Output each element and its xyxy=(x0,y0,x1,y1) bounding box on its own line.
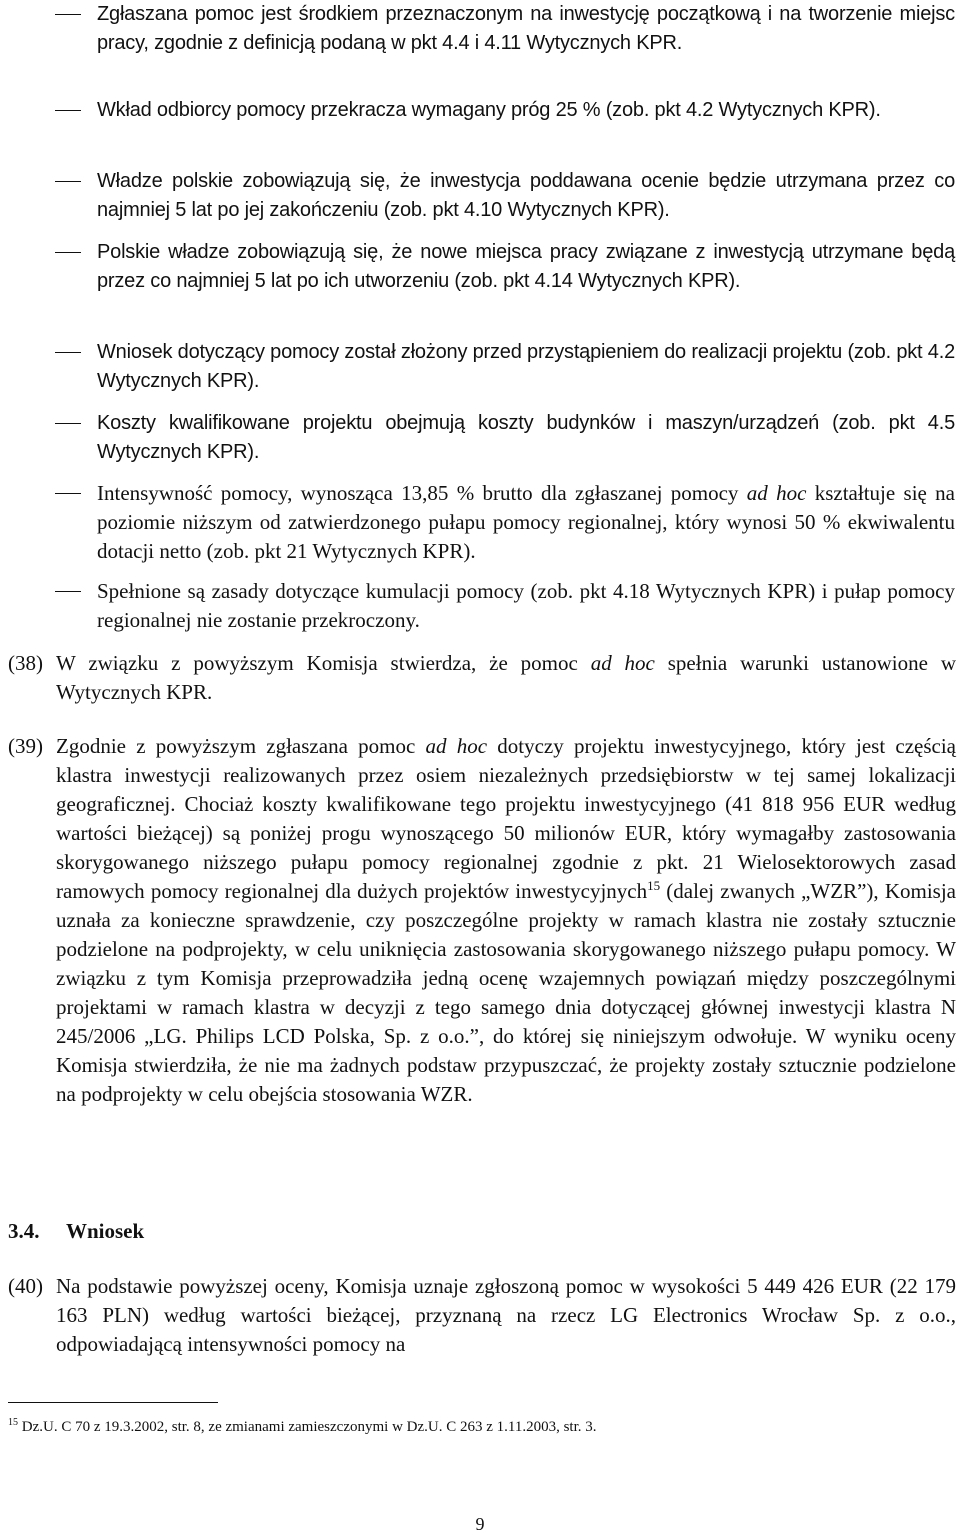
bullet-item-1 xyxy=(97,0,955,58)
bullet-item-5 xyxy=(97,338,955,396)
bullet-text: Polskie władze zobowiązują się, że nowe miejsca pracy związane z inwestycją utrzymane będą przez co najmniej 5 lat po ich utworzeniu (zob. pkt 4.14 Wytycznych KPR). xyxy=(97,241,955,292)
footnote-text: Dz.U. C 70 z 19.3.2002, str. 8, ze zmianami zamieszczonymi w Dz.U. C 263 z 1.11.2003, str. 3. xyxy=(21,1419,597,1435)
paragraph-40 xyxy=(8,1272,956,1359)
bullet-text: Władze polskie zobowiązują się, że inwestycja poddawana ocenie będzie utrzymana przez co najmniej 5 lat po jej zakończeniu (zob. pkt 4.10 Wytycznych KPR). xyxy=(97,170,955,221)
paragraph-number: (39) xyxy=(8,734,43,758)
footnote xyxy=(8,1417,597,1437)
section-title: Wniosek xyxy=(66,1219,145,1243)
bullet-item-3 xyxy=(97,167,955,225)
bullet-text: Spełnione są zasady dotyczące kumulacji pomocy (zob. pkt 4.18 Wytycznych KPR) i pułap pomocy regionalnej nie zostanie przekroczony. xyxy=(97,579,955,632)
footnote-number: 15 xyxy=(8,1417,18,1428)
bullet-item-2 xyxy=(97,96,955,125)
bullet-item-6 xyxy=(97,409,955,467)
section-number: 3.4. xyxy=(8,1219,40,1243)
paragraph-body: Zgodnie z powyższym zgłaszana pomoc ad hoc dotyczy projektu inwestycyjnego, który jest częścią klastra inwestycji realizowanych przez osiem niezależnych przedsiębiorstw w tej samej lokalizacji geograficznej. Chociaż koszty kwalifikowane tego projektu inwestycyjnego (41 818 956 EUR według wartości bieżącej) są poniżej progu wynoszącego 50 milionów EUR, który wymagałby zastosowania skorygowanego niższego pułapu pomocy regionalnej zgodnie z pkt. 21 Wielosektorowych zasad ramowych pomocy regionalnej dla dużych projektów inwestycyjnych$^{15}$ (dalej zwanych „WZR”), Komisja uznała za konieczne sprawdzenie, czy poszczególne projekty w ramach klastra nie zostały sztucznie podzielone na podprojekty, w celu uniknięcia zastosowania skorygowanego niższego pułapu pomocy. W związku z tym Komisja przeprowadziła jedną ocenę wzajemnych powiązań między poszczególnymi projektami w ramach klastra w decyzji z tego samego dnia dotyczącej głównej inwestycji klastra N 245/2006 „LG. Philips LCD Polska, Sp. z o.o.”, do której się niniejszym odwołuje. W wyniku oceny Komisja stwierdziła, że nie ma żadnych podstaw przypuszczać, że projekty zostały sztucznie podzielone na podprojekty w celu obejścia stosowania WZR. xyxy=(56,734,957,1106)
footnote-separator xyxy=(8,1402,218,1403)
bullet-item-4 xyxy=(97,238,955,296)
paragraph-number: (38) xyxy=(8,651,43,675)
paragraph-39 xyxy=(8,732,956,1109)
bullet-text: Wniosek dotyczący pomocy został złożony przed przystąpieniem do realizacji projektu (zob. pkt 4.2 Wytycznych KPR). xyxy=(97,341,955,392)
bullet-text: Wkład odbiorcy pomocy przekracza wymagany próg 25 % (zob. pkt 4.2 Wytycznych KPR). xyxy=(97,99,881,121)
paragraph-number: (40) xyxy=(8,1274,43,1298)
bullet-item-7: Intensywność pomocy, wynosząca 13,85 % brutto dla zgłaszanej pomocy ad hoc kształtuje się na poziomie niższym od zatwierdzonego pułapu pomocy regionalnej, który wynosi 50 % ekwiwalentu dotacji netto (zob. pkt 21 Wytycznych KPR). xyxy=(97,481,956,563)
paragraph-body: Na podstawie powyższej oceny, Komisja uznaje zgłoszoną pomoc w wysokości 5 449 426 EUR (22 179 163 PLN) według wartości bieżącej, przyznaną na rzecz LG Electronics Wrocław Sp. z o.o., odpowiadającą intensywności pomocy na xyxy=(56,1274,956,1356)
paragraph-body: W związku z powyższym Komisja stwierdza, że pomoc ad hoc spełnia warunki ustanowione w Wytycznych KPR. xyxy=(56,651,956,704)
bullet-text: Zgłaszana pomoc jest środkiem przeznaczonym na inwestycję początkową i na tworzenie miejsc pracy, zgodnie z definicją podaną w pkt 4.4 i 4.11 Wytycznych KPR. xyxy=(97,3,955,54)
bullet-text: Koszty kwalifikowane projektu obejmują koszty budynków i maszyn/urządzeń (zob. pkt 4.5 Wytycznych KPR). xyxy=(97,412,955,463)
footnote-reference: 15 xyxy=(647,878,661,893)
page-number: 9 xyxy=(475,1514,485,1534)
paragraph-38 xyxy=(8,649,956,707)
bullet-item-8 xyxy=(97,577,955,635)
